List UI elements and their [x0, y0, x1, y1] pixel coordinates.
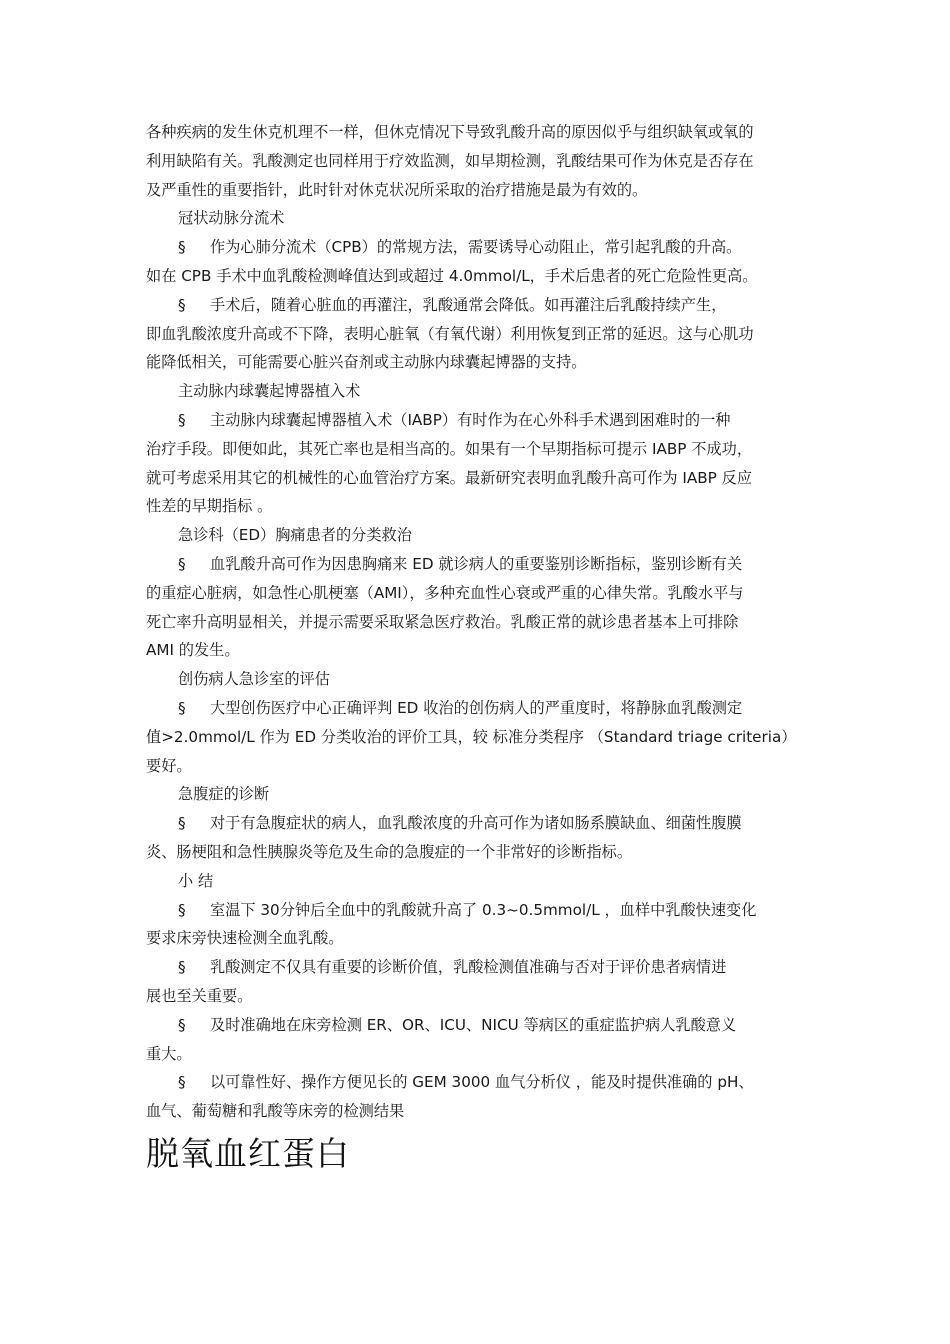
page-title: 脱氧血红蛋白: [146, 1133, 350, 1173]
paragraph-line: 重大。: [146, 1044, 192, 1063]
paragraph-line: 的重症心脏病，如急性心肌梗塞（AMI），多种充血性心衰或严重的心律失常。乳酸水平与: [146, 583, 744, 602]
paragraph-line: 能降低相关，可能需要心脏兴奋剂或主动脉内球囊起博器的支持。: [146, 353, 587, 372]
section-heading-trauma: 创伤病人急诊室的评估: [178, 670, 330, 689]
section-bullet-icon: §: [178, 900, 186, 919]
paragraph-line: 死亡率升高明显相关，并提示需要采取紧急医疗救治。乳酸正常的就诊患者基本上可排除: [146, 612, 739, 631]
bullet-paragraph-line: [146, 233, 810, 262]
bullet-paragraph-line: [146, 1011, 810, 1040]
section-bullet-icon: §: [178, 814, 186, 833]
paragraph-line: 要求床旁快速检测全血乳酸。: [146, 929, 344, 948]
bullet-paragraph-line: [146, 406, 810, 435]
section-heading-iabp: 主动脉内球囊起博器植入术: [178, 382, 361, 401]
paragraph-line: 展也至关重要。: [146, 986, 253, 1005]
section-bullet-icon: §: [178, 1073, 186, 1092]
bullet-text: 作为心肺分流术（CPB）的常规方法，需要诱导心动阻止，常引起乳酸的升高。: [210, 238, 742, 257]
section-bullet-icon: §: [178, 295, 186, 314]
paragraph-line: 炎、肠梗阻和急性胰腺炎等危及生命的急腹症的一个非常好的诊断指标。: [146, 842, 632, 861]
section-bullet-icon: §: [178, 410, 186, 429]
section-heading-summary: 小 结: [178, 871, 214, 890]
bullet-text: 大型创伤医疗中心正确评判 ED 收治的创伤病人的严重度时，将静脉血乳酸测定: [210, 698, 743, 717]
paragraph-line: 血气、葡萄糖和乳酸等床旁的检测结果: [146, 1102, 405, 1121]
bullet-text: 主动脉内球囊起博器植入术（IABP）有时作为在心外科手术遇到困难时的一种: [210, 410, 731, 429]
bullet-text: 血乳酸升高可作为因患胸痛来 ED 就诊病人的重要鉴别诊断指标，鉴别诊断有关: [210, 554, 743, 573]
bullet-paragraph-line: [146, 291, 810, 320]
section-bullet-icon: §: [178, 698, 186, 717]
paragraph-line: 就可考虑采用其它的机械性的心血管治疗方案。最新研究表明血乳酸升高可作为 IABP 反应: [146, 468, 753, 487]
bullet-paragraph-line: [146, 550, 810, 579]
bullet-text: 室温下 30分钟后全血中的乳酸就升高了 0.3~0.5mmol/L ，血样中乳酸快速变化: [210, 900, 757, 919]
section-bullet-icon: §: [178, 238, 186, 257]
bullet-paragraph-line: [146, 809, 810, 838]
paragraph-line: 要好。: [146, 756, 192, 775]
paragraph-line: 值>2.0mmol/L 作为 ED 分类收治的评价工具，较 标准分类程序 （Standard triage criteria）: [146, 727, 797, 746]
bullet-paragraph-line: [146, 694, 810, 723]
bullet-paragraph-line: [146, 896, 810, 925]
section-bullet-icon: §: [178, 1015, 186, 1034]
bullet-paragraph-line: [146, 1068, 810, 1097]
intro-line-3: 及严重性的重要指针，此时针对休克状况所采取的治疗措施是最为有效的。: [146, 180, 648, 199]
bullet-text: 乳酸测定不仅具有重要的诊断价值，乳酸检测值准确与否对于评价患者病情进: [210, 958, 727, 977]
bullet-text: 及时准确地在床旁检测 ER、OR、ICU、NICU 等病区的重症监护病人乳酸意义: [210, 1015, 737, 1034]
bullet-paragraph-line: [146, 953, 810, 982]
section-heading-cabg: 冠状动脉分流术: [178, 209, 285, 228]
paragraph-line: 即血乳酸浓度升高或不下降，表明心脏氧（有氧代谢）利用恢复到正常的延迟。这与心肌功: [146, 324, 754, 343]
section-bullet-icon: §: [178, 958, 186, 977]
paragraph-line: 性差的早期指标 。: [146, 497, 273, 516]
intro-line-1: 各种疾病的发生休克机理不一样，但休克情况下导致乳酸升高的原因似乎与组织缺氧或氧的: [146, 123, 754, 141]
bullet-text: 对于有急腹症状的病人，血乳酸浓度的升高可作为诸如肠系膜缺血、细菌性腹膜: [210, 814, 742, 833]
bullet-text: 手术后，随着心脏血的再灌注，乳酸通常会降低。如再灌注后乳酸持续产生，: [210, 295, 727, 314]
paragraph-line: 如在 CPB 手术中血乳酸检测峰值达到或超过 4.0mmol/L，手术后患者的死亡危险性更高。: [146, 266, 758, 285]
paragraph-line: AMI 的发生。: [146, 641, 240, 660]
paragraph-line: 治疗手段。即便如此，其死亡率也是相当高的。如果有一个早期指标可提示 IABP 不成功，: [146, 439, 753, 458]
bullet-text: 以可靠性好、操作方便见长的 GEM 3000 血气分析仪 ，能及时提供准确的 pH、: [210, 1073, 754, 1092]
section-heading-ed-chest-pain: 急诊科（ED）胸痛患者的分类救治: [178, 526, 412, 545]
intro-line-2: 利用缺陷有关。乳酸测定也同样用于疗效监测，如早期检测，乳酸结果可作为休克是否存在: [146, 151, 754, 170]
section-heading-acute-abdomen: 急腹症的诊断: [178, 785, 270, 804]
document-page: [146, 118, 810, 1174]
section-bullet-icon: §: [178, 554, 186, 573]
